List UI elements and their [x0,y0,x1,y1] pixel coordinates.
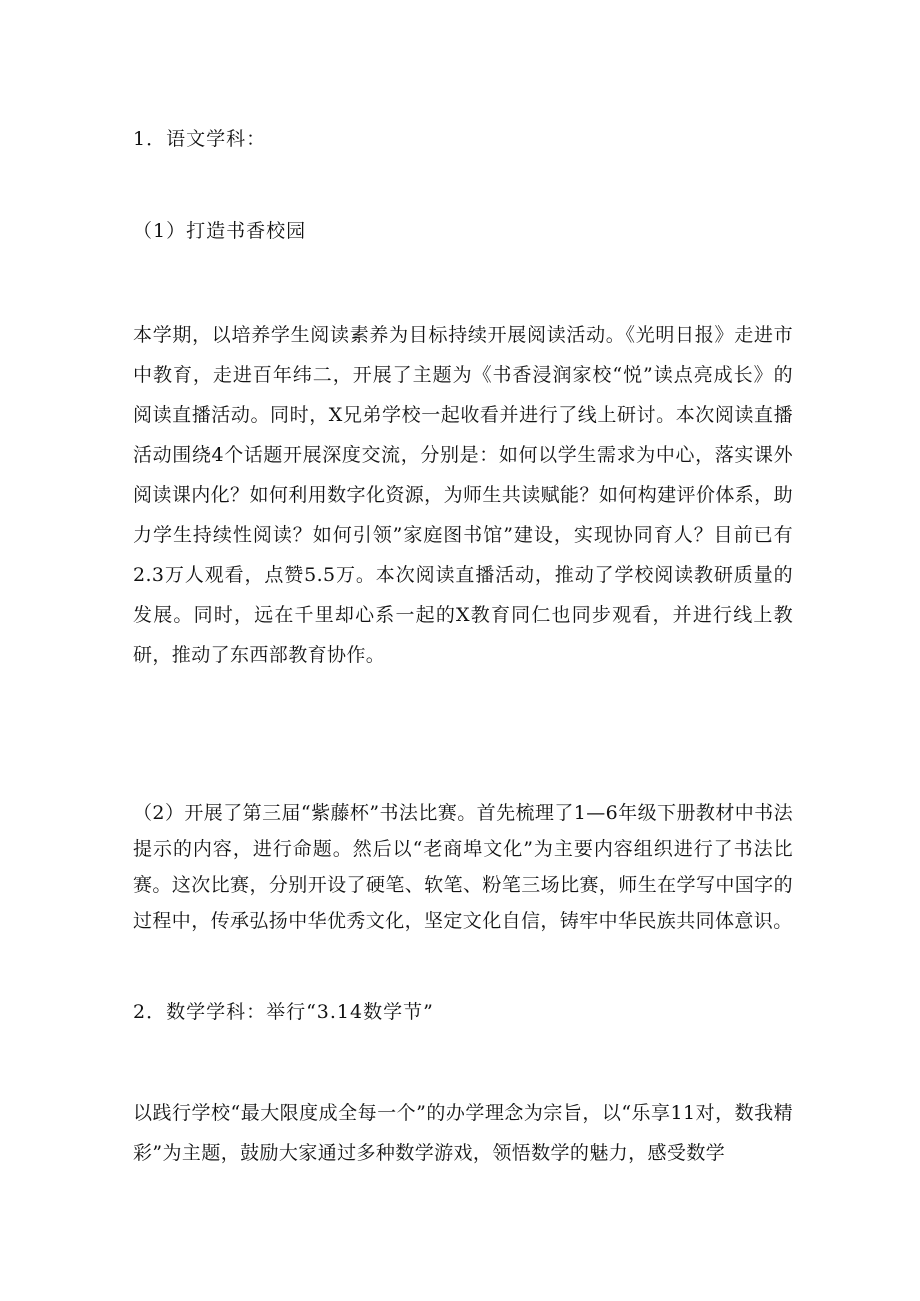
paragraph-math-festival: 以践行学校“最大限度成全每一个”的办学理念为宗旨，以“乐享11对，数我精彩”为主题，鼓励大家通过多种数学游戏，领悟数学的魅力，感受数学 [133,1102,793,1164]
paragraph-reading-activity: 本学期，以培养学生阅读素养为目标持续开展阅读活动。《光明日报》走进市中教育，走进百年纬二，开展了主题为《书香浸润家校“悦”读点亮成长》的阅读直播活动。同时，X兄弟学校一起收看并进行了线上研讨。本次阅读直播活动围绕4个话题开展深度交流，分别是：如何以学生需求为中心，落实课外阅读课内化？如何利用数字化资源，为师生共读赋能？如何构建评价体系，助力学生持续性阅读？如何引领”家庭图书馆”建设，实现协同育人？目前已有2.3万人观看，点赞5.5万。本次阅读直播活动，推动了学校阅读教研质量的发展。同时，远在千里却心系一起的X教育同仁也同步观看，并进行线上教研，推动了东西部教育协作。 [133,324,793,666]
section-heading-chinese: 1．语文学科： [133,128,267,150]
subsection-heading-reading: （1）打造书香校园 [133,220,307,242]
section-heading-math: 2．数学学科：举行“3.14数学节” [133,1001,434,1023]
paragraph-calligraphy-contest: （2）开展了第三届“紫藤杯”书法比赛。首先梳理了1—6年级下册教材中书法提示的内容，进行命题。然后以“老商埠文化”为主要内容组织进行了书法比赛。这次比赛，分别开设了硬笔、软笔、粉笔三场比赛，师生在学写中国字的过程中，传承弘扬中华优秀文化，坚定文化自信，铸牢中华民族共同体意识。 [133,802,793,932]
